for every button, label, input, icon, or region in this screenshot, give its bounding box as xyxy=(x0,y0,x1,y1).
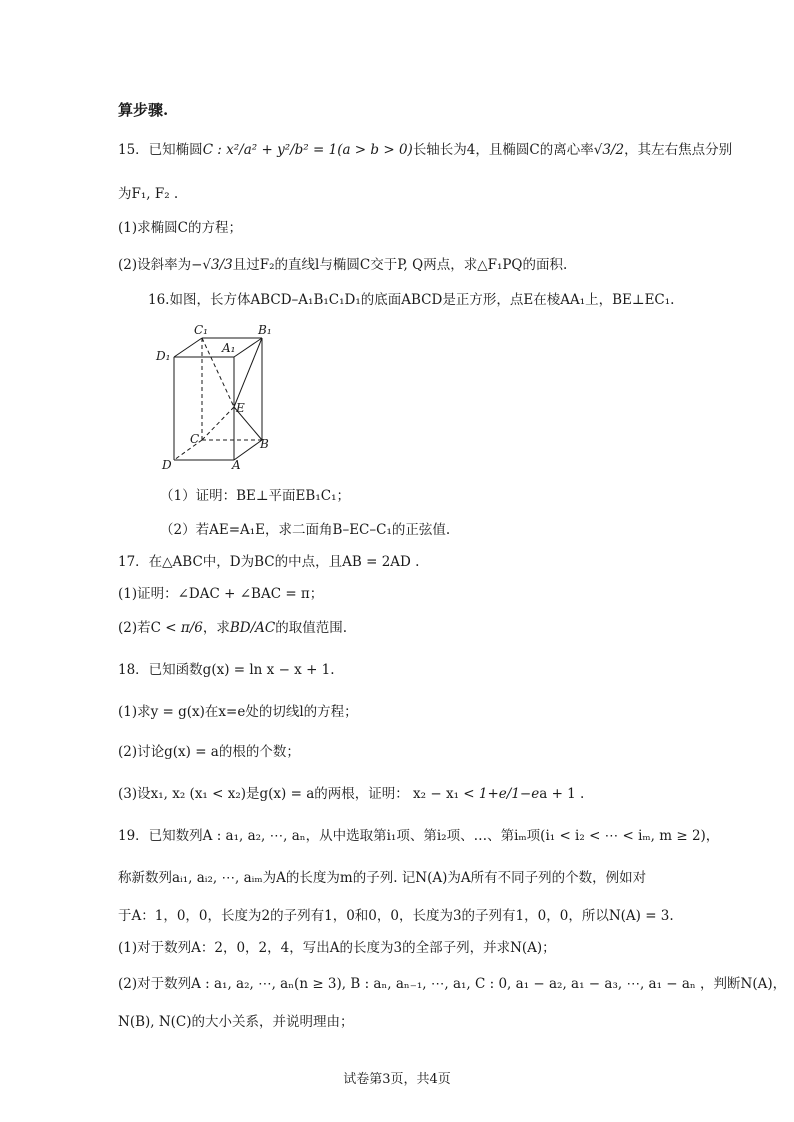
q17-part2-post: 的取值范围. xyxy=(275,620,348,636)
q19-line1: 19．已知数列A : a₁, a₂, ⋯, aₙ，从中选取第i₁项、第i₂项、…、第iₘ项(i₁ < i₂ < ⋯ < iₘ, m ≥ 2)， xyxy=(118,828,720,844)
q17-frac-pi6: π/6 xyxy=(180,620,203,636)
q15-part2-pre: (2)设斜率为 xyxy=(118,257,192,273)
q17-part1: (1)证明：∠DAC + ∠BAC = π； xyxy=(118,586,324,602)
label-C1: C₁ xyxy=(194,323,208,337)
q15-mid: 长轴长为4，且椭圆C的离心率 xyxy=(412,142,594,158)
q16-part1: （1）证明：BE⊥平面EB₁C₁； xyxy=(160,488,350,504)
q17-part2-mid: ，求 xyxy=(202,620,230,636)
q17-frac-bd-ac: BD/AC xyxy=(229,620,276,636)
q18-part3 xyxy=(118,784,584,804)
q15-part1: (1)求椭圆C的方程； xyxy=(118,220,242,236)
q15-eccentricity: √3/2 xyxy=(593,142,625,158)
q16-part2: （2）若AE=A₁E，求二面角B–EC–C₁的正弦值. xyxy=(160,522,451,538)
q18-frac: 1+e/1−e xyxy=(478,786,540,802)
q15-part2-post: 且过F₂的直线l与椭圆C交于P, Q两点，求△F₁PQ的面积. xyxy=(232,257,568,273)
q17-part2 xyxy=(118,618,347,638)
q19-part2-line2: N(B), N(C)的大小关系，并说明理由； xyxy=(118,1014,354,1030)
q15-line2: 为F₁, F₂ . xyxy=(118,186,179,202)
label-A1: A₁ xyxy=(222,341,236,355)
q15-part2 xyxy=(118,255,567,275)
q18-part1: (1)求y = g(x)在x=e处的切线l的方程； xyxy=(118,704,358,720)
q19-line2: 称新数列aᵢ₁, aᵢ₂, ⋯, aᵢₘ为A的长度为m的子列. 记N(A)为A所有不同子列的个数，例如对 xyxy=(118,870,647,886)
q18-part2: (2)讨论g(x) = a的根的个数； xyxy=(118,744,300,760)
label-B: B xyxy=(260,437,269,451)
label-D: D xyxy=(162,458,172,470)
q15-line1 xyxy=(118,140,732,160)
q19-line3: 于A：1，0，0，长度为2的子列有1，0和0，0，长度为3的子列有1，0，0，所以N(A) = 3. xyxy=(118,908,674,924)
q18-part3-post: a + 1 . xyxy=(539,786,585,802)
page-footer: 试卷第3页，共4页 xyxy=(343,1072,451,1087)
q18-stem: 18．已知函数g(x) = ln x − x + 1. xyxy=(118,662,335,678)
label-D1: D₁ xyxy=(156,349,171,363)
q17-part2-pre: (2)若C < xyxy=(118,620,177,636)
label-E: E xyxy=(236,401,245,415)
q16-stem: 16.如图，长方体ABCD–A₁B₁C₁D₁的底面ABCD是正方形，点E在棱AA₁上，BE⊥EC₁. xyxy=(148,292,675,308)
q15-slope: −√3/3 xyxy=(191,257,233,273)
label-B1: B₁ xyxy=(258,323,272,337)
q19-part1: (1)对于数列A：2，0，2，4，写出A的长度为3的全部子列，并求N(A)； xyxy=(118,940,556,956)
header-tail: 算步骤. xyxy=(118,101,169,119)
q15-post: ，其左右焦点分别 xyxy=(624,142,733,158)
q15-ellipse: C : x²/a² + y²/b² = 1(a > b > 0) xyxy=(202,142,413,158)
cuboid-figure xyxy=(150,320,280,470)
q19-part2-line1: (2)对于数列A : a₁, a₂, ⋯, aₙ(n ≥ 3), B : aₙ, aₙ₋₁, ⋯, a₁, C : 0, a₁ − a₂, a₁ − a₃, ⋯, a₁ − aₙ ，判断N(A)， xyxy=(118,976,787,992)
q15-pre: 15．已知椭圆 xyxy=(118,142,203,158)
q18-part3-pre: (3)设x₁, x₂ (x₁ < x₂)是g(x) = a的两根，证明： x₂ − x₁ < xyxy=(118,786,475,802)
label-A: A xyxy=(232,458,241,470)
label-C: C xyxy=(190,432,200,446)
q17-stem: 17．在△ABC中，D为BC的中点，且AB = 2AD . xyxy=(118,554,420,570)
